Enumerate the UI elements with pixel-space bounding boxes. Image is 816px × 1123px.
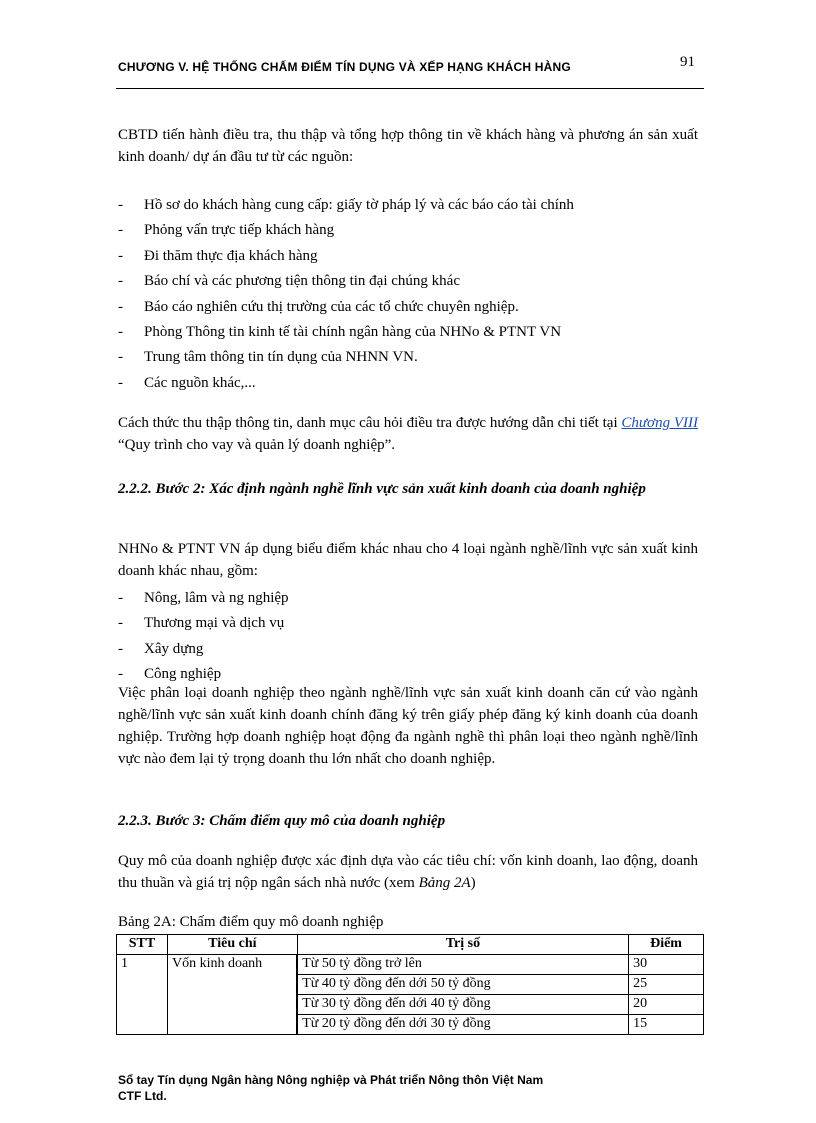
list-item: - Báo cáo nghiên cứu thị trường của các tổ chức chuyên nghiệp. bbox=[118, 298, 519, 315]
intro-paragraph: CBTD tiến hành điều tra, thu thập và tổng hợp thông tin về khách hàng và phương án sản xuất kinh doanh/ dự án đầu tư từ các nguồn: bbox=[118, 127, 698, 165]
list-item: - Phòng Thông tin kinh tế tài chính ngân hàng của NHNo & PTNT VN bbox=[118, 323, 562, 340]
footer-line-1: Sổ tay Tín dụng Ngân hàng Nông nghiệp và Phát triển Nông thôn Việt Nam bbox=[118, 1073, 544, 1087]
table-reference: Bảng 2A bbox=[418, 875, 471, 891]
header-divider bbox=[116, 88, 704, 89]
scoring-table bbox=[116, 934, 704, 1035]
industry-intro-paragraph: NHNo & PTNT VN áp dụng biểu điểm khác nhau cho 4 loại ngành nghề/lĩnh vực sản xuất kinh doanh khác nhau, gồm: bbox=[118, 541, 698, 579]
cell-score: 15 bbox=[629, 1015, 704, 1035]
chapter-header-title: CHƯƠNG V. HỆ THỐNG CHẤM ĐIỂM TÍN DỤNG VÀ XẾP HẠNG KHÁCH HÀNG bbox=[118, 60, 571, 74]
cell-range: Từ 40 tỷ đồng đến dới 50 tỷ đồng bbox=[297, 975, 628, 995]
header-stt: STT bbox=[117, 935, 168, 955]
section-heading-2-2-2: 2.2.2. Bước 2: Xác định ngành nghề lĩnh vực sản xuất kinh doanh của doanh nghiệp bbox=[118, 481, 646, 497]
cell-criterion: Vốn kinh doanh bbox=[167, 955, 297, 1035]
list-item: - Các nguồn khác,... bbox=[118, 374, 256, 391]
list-item: - Thương mại và dịch vụ bbox=[118, 615, 285, 632]
cell-stt: 1 bbox=[117, 955, 168, 1035]
cell-score: 25 bbox=[629, 975, 704, 995]
header-score: Điểm bbox=[629, 935, 704, 955]
industry-list bbox=[118, 588, 698, 690]
list-item: - Báo chí và các phương tiện thông tin đại chúng khác bbox=[118, 273, 460, 290]
section-heading-2-2-3: 2.2.3. Bước 3: Chấm điểm quy mô của doanh nghiệp bbox=[118, 813, 446, 829]
chapter-viii-link[interactable]: Chương VIII bbox=[621, 415, 698, 431]
cell-score: 30 bbox=[629, 955, 704, 975]
method-paragraph: Cách thức thu thập thông tin, danh mục câu hỏi điều tra được hướng dẫn chi tiết tại Chương VIII “Quy trình cho vay và quản lý doanh nghiệp”. bbox=[118, 415, 698, 453]
table-caption: Bảng 2A: Chấm điểm quy mô doanh nghiệp bbox=[118, 914, 384, 930]
list-item: - Nông, lâm và ng nghiệp bbox=[118, 590, 289, 606]
header-value: Trị số bbox=[297, 935, 628, 955]
cell-range: Từ 20 tỷ đồng đến dới 30 tỷ đồng bbox=[297, 1015, 628, 1035]
list-item: - Phỏng vấn trực tiếp khách hàng bbox=[118, 222, 335, 239]
cell-range: Từ 50 tỷ đồng trở lên bbox=[297, 955, 628, 975]
table-header-row bbox=[117, 935, 704, 955]
footer-line-2: CTF Ltd. bbox=[118, 1089, 167, 1103]
cell-score: 20 bbox=[629, 995, 704, 1015]
list-item: - Đi thăm thực địa khách hàng bbox=[118, 247, 318, 264]
table-row bbox=[117, 955, 704, 975]
list-item: - Công nghiệp bbox=[118, 666, 222, 683]
classification-paragraph: Việc phân loại doanh nghiệp theo ngành nghề/lĩnh vực sản xuất kinh doanh căn cứ vào ngành nghề/lĩnh vực sản xuất kinh doanh chính đăng ký trên giấy phép đăng ký kinh doanh của doanh nghiệp. Trường hợp doanh nghiệp hoạt động đa ngành nghề thì phân loại theo ngành nghề/lĩnh vực nào đem lại tỷ trọng doanh thu lớn nhất cho doanh nghiệp. bbox=[118, 685, 698, 767]
sources-list bbox=[118, 195, 698, 398]
page-footer bbox=[118, 1072, 543, 1104]
list-item: - Hồ sơ do khách hàng cung cấp: giấy tờ pháp lý và các báo cáo tài chính bbox=[118, 197, 574, 213]
page-number: 91 bbox=[680, 54, 695, 70]
scale-paragraph: Quy mô của doanh nghiệp được xác định dựa vào các tiêu chí: vốn kinh doanh, lao động, doanh thu thuần và giá trị nộp ngân sách nhà nước (xem Bảng 2A) bbox=[118, 853, 698, 891]
header-criterion: Tiêu chí bbox=[167, 935, 297, 955]
cell-range: Từ 30 tỷ đồng đến dới 40 tỷ đồng bbox=[297, 995, 628, 1015]
list-item: - Trung tâm thông tin tín dụng của NHNN VN. bbox=[118, 349, 418, 366]
list-item: - Xây dựng bbox=[118, 640, 204, 657]
